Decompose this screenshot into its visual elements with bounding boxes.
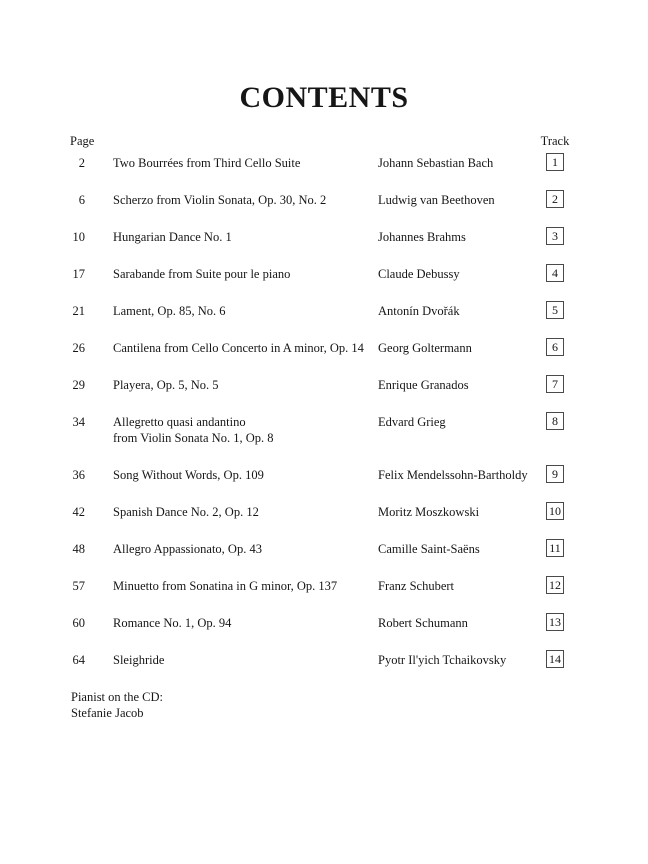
page-number: 6 bbox=[78, 193, 85, 207]
page-column-header: Page bbox=[70, 134, 95, 148]
track-number-box: 13 bbox=[546, 613, 564, 631]
table-row bbox=[64, 615, 648, 631]
page-number: 36 bbox=[72, 468, 85, 482]
piece-title bbox=[85, 578, 378, 594]
piece-title-line1: Two Bourrées from Third Cello Suite bbox=[113, 156, 301, 170]
table-row bbox=[64, 303, 648, 319]
track-cell bbox=[546, 303, 564, 319]
composer-name: Camille Saint-Saëns bbox=[378, 542, 480, 556]
track-cell bbox=[546, 615, 564, 631]
composer-name: Johannes Brahms bbox=[378, 230, 466, 244]
piece-title-line1: Allegro Appassionato, Op. 43 bbox=[113, 542, 262, 556]
table-row bbox=[64, 266, 648, 282]
composer-name: Pyotr Il'yich Tchaikovsky bbox=[378, 653, 507, 667]
composer-name: Georg Goltermann bbox=[378, 341, 472, 355]
piece-title-line1: Spanish Dance No. 2, Op. 12 bbox=[113, 505, 259, 519]
page-number: 64 bbox=[72, 653, 85, 667]
table-row bbox=[64, 414, 648, 446]
track-cell bbox=[546, 652, 564, 668]
track-number-box: 4 bbox=[546, 264, 564, 282]
track-cell bbox=[546, 504, 564, 520]
track-cell bbox=[546, 377, 564, 393]
piece-title bbox=[85, 615, 378, 631]
table-row bbox=[64, 192, 648, 208]
track-number-box: 12 bbox=[546, 576, 564, 594]
piece-title-line1: Minuetto from Sonatina in G minor, Op. 137 bbox=[113, 579, 338, 593]
track-number-box: 14 bbox=[546, 650, 564, 668]
page-number: 21 bbox=[72, 304, 85, 318]
track-cell bbox=[546, 266, 564, 282]
table-row bbox=[64, 652, 648, 668]
page-number: 2 bbox=[78, 156, 85, 170]
composer-name: Robert Schumann bbox=[378, 616, 468, 630]
composer-name: Felix Mendelssohn-Bartholdy bbox=[378, 468, 528, 482]
track-column-header: Track bbox=[540, 134, 570, 148]
piece-title bbox=[85, 340, 378, 356]
piece-title-line1: Song Without Words, Op. 109 bbox=[113, 468, 264, 482]
track-number-box: 9 bbox=[546, 465, 564, 483]
piece-title bbox=[85, 652, 378, 668]
piece-title-line1: Hungarian Dance No. 1 bbox=[113, 230, 232, 244]
track-cell bbox=[546, 467, 564, 483]
piece-title bbox=[85, 192, 378, 208]
piece-title bbox=[85, 504, 378, 520]
composer-name: Moritz Moszkowski bbox=[378, 505, 480, 519]
piece-title-line1: Playera, Op. 5, No. 5 bbox=[113, 378, 219, 392]
table-row bbox=[64, 578, 648, 594]
page-number: 29 bbox=[72, 378, 85, 392]
page-number: 34 bbox=[72, 415, 85, 429]
track-number-box: 7 bbox=[546, 375, 564, 393]
track-cell bbox=[546, 155, 564, 171]
page-number: 57 bbox=[72, 579, 85, 593]
track-number-box: 6 bbox=[546, 338, 564, 356]
piece-title bbox=[85, 467, 378, 483]
piece-title bbox=[85, 155, 378, 171]
track-cell bbox=[546, 414, 564, 446]
table-row bbox=[64, 467, 648, 483]
piece-title bbox=[85, 414, 378, 446]
piece-title-line1: Allegretto quasi andantino bbox=[113, 415, 246, 429]
track-cell bbox=[546, 192, 564, 208]
track-cell bbox=[546, 229, 564, 245]
page-number: 42 bbox=[72, 505, 85, 519]
piece-title bbox=[85, 229, 378, 245]
track-number-box: 2 bbox=[546, 190, 564, 208]
piece-title-line1: Lament, Op. 85, No. 6 bbox=[113, 304, 226, 318]
page-number: 48 bbox=[72, 542, 85, 556]
page-number: 26 bbox=[72, 341, 85, 355]
page-number: 10 bbox=[72, 230, 85, 244]
track-number-box: 3 bbox=[546, 227, 564, 245]
track-cell bbox=[546, 340, 564, 356]
track-cell bbox=[546, 578, 564, 594]
piece-title-line2: from Violin Sonata No. 1, Op. 8 bbox=[113, 431, 274, 445]
table-row bbox=[64, 541, 648, 557]
footer-note bbox=[71, 689, 648, 721]
footer-line-1: Pianist on the CD: bbox=[71, 690, 164, 704]
composer-name: Claude Debussy bbox=[378, 267, 460, 281]
track-number-box: 1 bbox=[546, 153, 564, 171]
piece-title bbox=[85, 377, 378, 393]
table-row bbox=[64, 377, 648, 393]
piece-title-line1: Scherzo from Violin Sonata, Op. 30, No. 2 bbox=[113, 193, 327, 207]
table-row bbox=[64, 504, 648, 520]
toc-list bbox=[0, 155, 648, 668]
composer-name: Enrique Granados bbox=[378, 378, 469, 392]
footer-line-2: Stefanie Jacob bbox=[71, 706, 144, 720]
piece-title bbox=[85, 303, 378, 319]
composer-name: Johann Sebastian Bach bbox=[378, 156, 494, 170]
piece-title-line1: Cantilena from Cello Concerto in A minor, Op. 14 bbox=[113, 341, 364, 355]
composer-name: Franz Schubert bbox=[378, 579, 455, 593]
table-row bbox=[64, 340, 648, 356]
page-number: 60 bbox=[72, 616, 85, 630]
composer-name: Antonín Dvořák bbox=[378, 304, 460, 318]
piece-title-line1: Romance No. 1, Op. 94 bbox=[113, 616, 232, 630]
piece-title-line1: Sleighride bbox=[113, 653, 165, 667]
track-number-box: 11 bbox=[546, 539, 564, 557]
track-cell bbox=[546, 541, 564, 557]
composer-name: Edvard Grieg bbox=[378, 415, 446, 429]
composer-name: Ludwig van Beethoven bbox=[378, 193, 495, 207]
page-title: CONTENTS bbox=[239, 81, 409, 114]
piece-title bbox=[85, 266, 378, 282]
track-number-box: 8 bbox=[546, 412, 564, 430]
table-row bbox=[64, 229, 648, 245]
track-number-box: 10 bbox=[546, 502, 564, 520]
page-number: 17 bbox=[72, 267, 85, 281]
column-headers bbox=[0, 133, 648, 149]
piece-title-line1: Sarabande from Suite pour le piano bbox=[113, 267, 291, 281]
piece-title bbox=[85, 541, 378, 557]
table-row bbox=[64, 155, 648, 171]
track-number-box: 5 bbox=[546, 301, 564, 319]
